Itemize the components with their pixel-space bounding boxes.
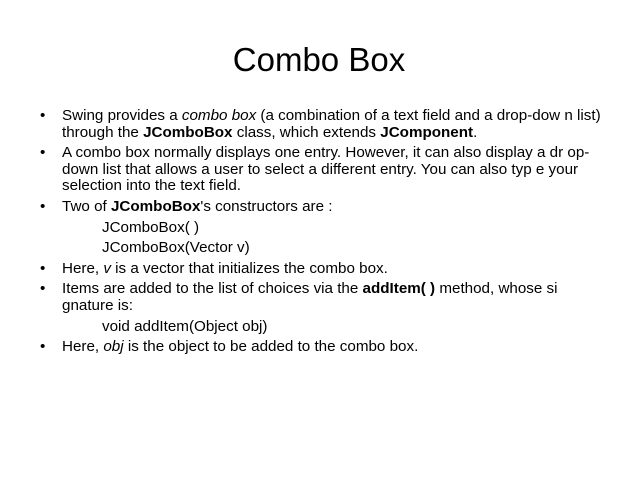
text-run: is a vector that initializes the combo box. — [110, 259, 388, 277]
bullet-item — [40, 108, 606, 141]
text-run: 's constructors are : — [200, 197, 333, 215]
text-run: . — [473, 123, 478, 141]
text-run: (a combination of a text field and a drop-dow n list) through the — [62, 107, 601, 141]
text-run: Swing provides a — [62, 107, 182, 124]
code-line-1: JComboBox( ) — [102, 218, 200, 236]
slide-title: Combo Box — [232, 41, 406, 78]
bullet-item — [40, 145, 606, 195]
text-run: Items are added to the list of choices via the — [62, 280, 363, 298]
bullet-icon: • — [40, 259, 46, 277]
text-run-italic: combo box — [181, 107, 257, 124]
bullet-text-5 — [62, 280, 558, 314]
bullet-item — [40, 261, 606, 278]
bullet-text-3 — [62, 198, 332, 215]
bullet-text-2: A combo box normally displays one entry. However, it can also display a dr op-down list that allows a user to select a different entry. You can also typ e your selection into the text field. — [62, 144, 590, 195]
bullet-icon: • — [40, 107, 46, 124]
text-run-bold: JComponent — [380, 123, 474, 141]
code-line-3: void addItem(Object obj) — [102, 317, 268, 335]
bullet-text-1 — [62, 107, 601, 141]
bullet-item — [40, 199, 606, 216]
bullet-item — [40, 339, 606, 356]
text-run: Here, — [62, 259, 104, 277]
slide-content — [40, 108, 606, 360]
text-run: class, which extends — [232, 123, 381, 141]
text-run-bold: JComboBox — [143, 123, 233, 141]
text-run: is the object to be added to the combo box. — [123, 338, 419, 356]
text-run-italic: v — [103, 259, 111, 277]
text-run-bold: addItem( ) — [362, 280, 436, 298]
bullet-text-6 — [62, 338, 418, 355]
text-run: Two of — [62, 197, 111, 215]
code-line-2: JComboBox(Vector v) — [102, 239, 250, 257]
bullet-icon: • — [40, 280, 46, 298]
bullet-icon: • — [40, 197, 46, 215]
bullet-icon: • — [40, 338, 46, 356]
text-run: Here, — [62, 338, 104, 356]
bullet-item — [40, 281, 606, 314]
text-run-italic: obj — [103, 338, 124, 356]
text-run-bold: JComboBox — [110, 197, 201, 215]
bullet-text-4 — [62, 260, 388, 277]
bullet-icon: • — [40, 144, 46, 162]
text-run: method, whose si gnature is: — [62, 280, 558, 314]
